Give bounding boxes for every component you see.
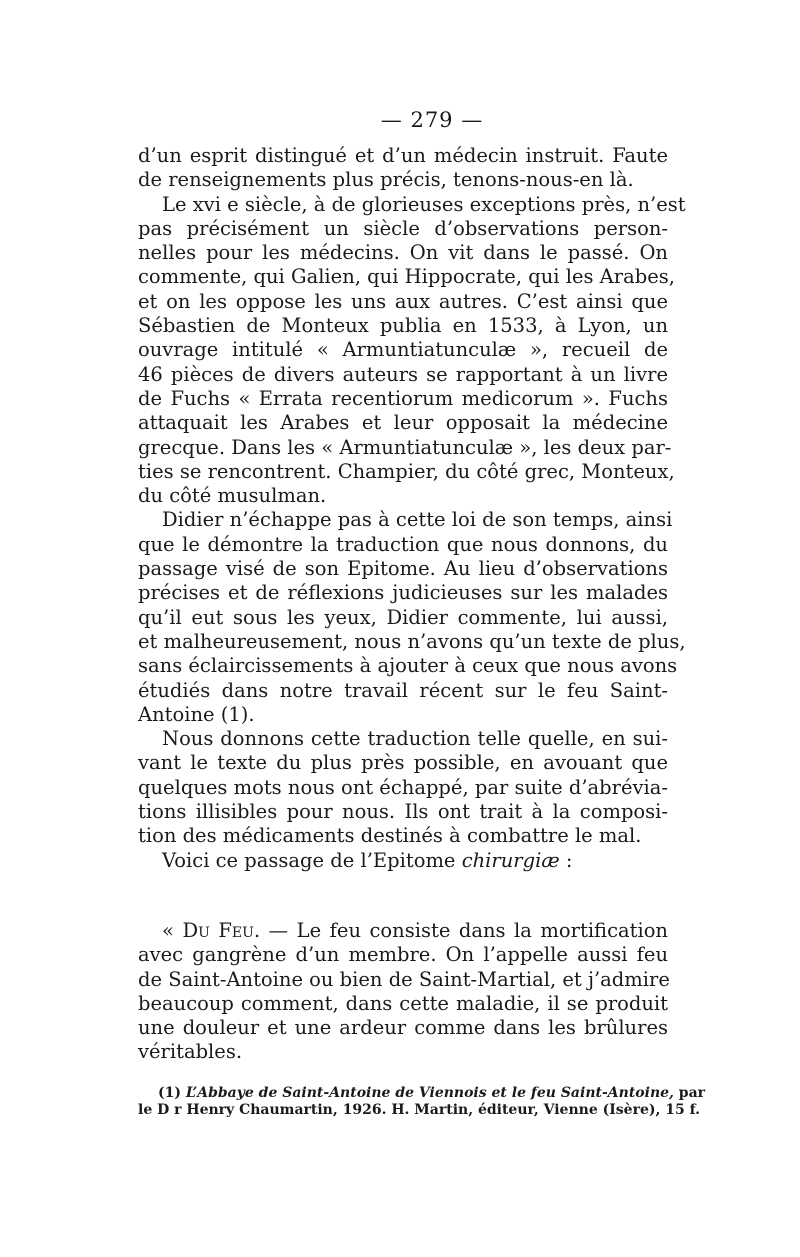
text-run: Voici ce passage de l’Epitome	[162, 848, 456, 872]
text-line: de Fuchs « Errata recentiorum medicorum ». Fuchs	[138, 386, 668, 410]
text-line: beaucoup comment, dans cette maladie, il se produit	[138, 991, 668, 1015]
text-line	[138, 919, 668, 943]
page	[138, 108, 706, 1119]
text-line: quelques mots nous ont échappé, par suite d’abrévia-	[138, 775, 668, 799]
text-line: ouvrage intitulé « Armuntiatunculæ », recueil de	[138, 338, 668, 362]
text-line: Antoine (1).	[138, 702, 255, 726]
text-line: tion des médicaments destinés à combattre le mal.	[138, 824, 642, 848]
text-line: Le xvi e siècle, à de glorieuses exceptions près, n’est	[162, 192, 686, 216]
text-line: de renseignements plus précis, tenons-nous-en là.	[138, 168, 634, 192]
text-line: précises et de réflexions judicieuses sur les malades	[138, 581, 668, 605]
paragraph-gap	[138, 873, 668, 919]
text-line: attaquait les Arabes et leur opposait la médecine	[138, 411, 668, 435]
text-line: étudiés dans notre travail récent sur le feu Saint-	[138, 678, 668, 702]
text-line: avec gangrène d’un membre. On l’appelle aussi feu	[138, 943, 668, 967]
text-run-italic: chirurgiæ	[461, 848, 560, 872]
text-run: — Le feu consiste dans la mortification	[268, 918, 668, 942]
text-line: vant le texte du plus près possible, en avouant que	[138, 751, 668, 775]
text-line: d’un esprit distingué et d’un médecin instruit. Faute	[138, 144, 668, 167]
text-line: Sébastien de Monteux publia en 1533, à Lyon, un	[138, 314, 668, 338]
text-line: une douleur et une ardeur comme dans les brûlures	[138, 1016, 668, 1040]
text-line: commente, qui Galien, qui Hippocrate, qui les Arabes,	[138, 265, 675, 289]
section-heading: Du Feu.	[182, 918, 261, 942]
text-line: ties se rencontrent. Champier, du côté grec, Monteux,	[138, 459, 675, 483]
text-line: tions illisibles pour nous. Ils ont trait à la composi-	[138, 800, 668, 824]
text-line: pas précisément un siècle d’observations person-	[138, 216, 668, 240]
text-line	[138, 849, 668, 873]
text-line: de Saint-Antoine ou bien de Saint-Martial, et j’admire	[138, 967, 670, 991]
footnote-line: le D r Henry Chaumartin, 1926. H. Martin, éditeur, Vienne (Isère), 15 f.	[138, 1101, 700, 1118]
text-line: et on les oppose les uns aux autres. C’est ainsi que	[138, 289, 668, 313]
text-line: 46 pièces de divers auteurs se rapportant à un livre	[138, 362, 668, 386]
text-line: passage visé de son Epitome. Au lieu d’observations	[138, 557, 668, 581]
text-line: Nous donnons cette traduction telle quelle, en sui-	[162, 727, 668, 751]
text-run: :	[565, 848, 573, 872]
text-line: véritables.	[138, 1040, 243, 1064]
text-line: grecque. Dans les « Armuntiatunculæ », les deux par-	[138, 435, 672, 459]
text-line: qu’il eut sous les yeux, Didier commente, lui aussi,	[138, 605, 668, 629]
text-line: du côté musulman.	[138, 484, 327, 508]
text-line: que le démontre la traduction que nous donnons, du	[138, 532, 668, 556]
footnote-text: par	[678, 1084, 706, 1101]
text-line: et malheureusement, nous n’avons qu’un texte de plus,	[138, 629, 686, 653]
text-run: «	[162, 918, 174, 942]
text-line: sans éclaircissements à ajouter à ceux que nous avons	[138, 654, 678, 678]
footnote-title: L’Abbaye de Saint-Antoine de Viennois et le feu Saint-Antoine,	[185, 1084, 674, 1101]
text-line: nelles pour les médecins. On vit dans le passé. On	[138, 241, 668, 265]
footnote-line	[138, 1084, 706, 1102]
text-line: Didier n’échappe pas à cette loi de son temps, ainsi	[162, 508, 673, 532]
footnote-marker: (1)	[158, 1084, 181, 1101]
footnote-gap	[138, 1065, 668, 1085]
page-number: — 279 —	[380, 108, 484, 132]
